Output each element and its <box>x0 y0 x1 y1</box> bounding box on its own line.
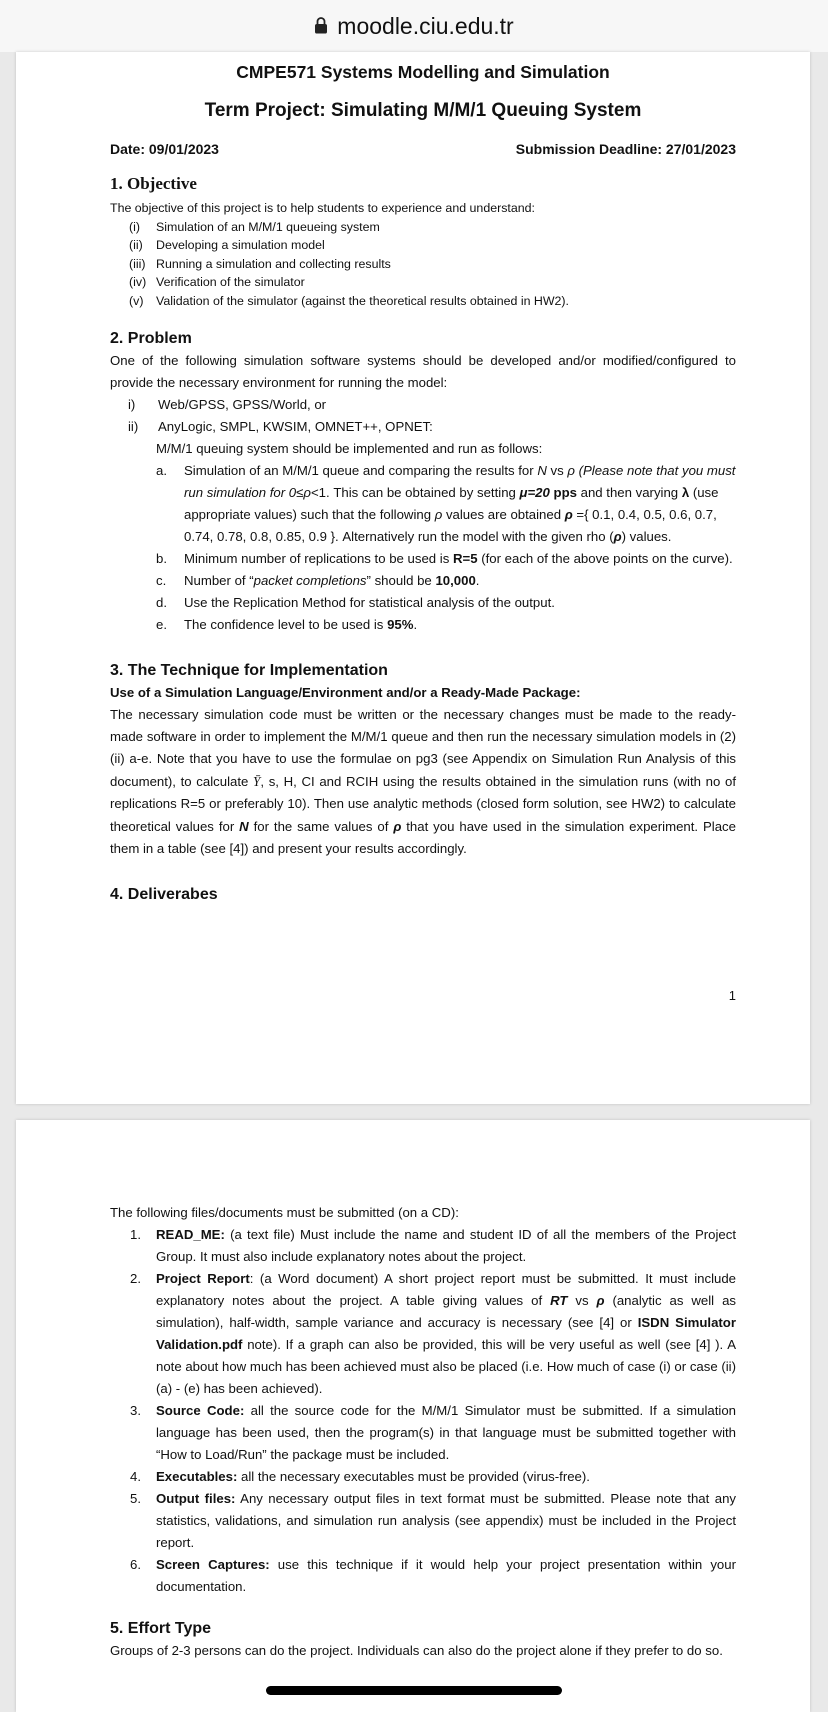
problem-heading: 2. Problem <box>110 329 192 347</box>
home-indicator[interactable] <box>266 1686 562 1695</box>
deliverables-intro: The following files/documents must be submitted (on a CD): <box>110 1205 459 1220</box>
list-item: 4. Executables: all the necessary executables must be provided (virus-free). <box>130 1469 590 1484</box>
technique-subheading: Use of a Simulation Language/Environment and/or a Ready-Made Package: <box>110 684 581 700</box>
date-row <box>110 138 736 160</box>
run-intro: M/M/1 queuing system should be implemented and run as follows: <box>156 440 543 456</box>
list-item: 1. READ_ME: (a text file) Must include the name and student ID of all the members of the Project Group. It must also include explanatory notes about the project. <box>130 1227 736 1264</box>
date: Date: 09/01/2023 <box>110 141 219 157</box>
list-item: a. Simulation of an M/M/1 queue and comparing the results for N vs ρ (Please note that you must run simulation for 0≤ρ<1. This can be obtained by setting μ=20 pps and then varying λ (use appropriate values) such that the following ρ values are obtained ρ ={ 0.1, 0.4, 0.5, 0.6, 0.7, 0.74, 0.78, 0.8, 0.85, 0.9 }. Alternatively run the model with the given rho (ρ) values. <box>156 462 736 544</box>
list-item: (iv) Verification of the simulator <box>129 275 305 290</box>
effort-paragraph: Groups of 2-3 persons can do the project. Individuals can also do the project alone if they prefer to do so. <box>110 1643 723 1658</box>
document-page-2 <box>16 1120 810 1712</box>
list-item: 2. Project Report: (a Word document) A short project report must be submitted. It must include explanatory notes about the project. A table giving values of RT vs ρ (analytic as well as simulation), half-width, sample variance and accuracy is necessary (see [4] or ISDN Simulator Validation.pdf note). If a graph can also be provided, this will be very useful as well (see [4] ). A note about how much has been achieved must also be placed (i.e. How much of case (i) or case (ii) (a) - (e) has been achieved). <box>130 1271 736 1396</box>
url-text: moodle.ciu.edu.tr <box>337 12 514 39</box>
project-title: Term Project: Simulating M/M/1 Queuing System <box>204 100 642 121</box>
list-item: b. Minimum number of replications to be used is R=5 (for each of the above points on the curve). <box>156 550 733 566</box>
list-item: 3. Source Code: all the source code for the M/M/1 Simulator must be submitted. If a simulation language has been used, then the program(s) in that language must be submitted together with “How to Load/Run” the package must be included. <box>130 1403 736 1462</box>
list-item: ii) AnyLogic, SMPL, KWSIM, OMNET++, OPNET: <box>128 418 433 434</box>
list-item: (ii) Developing a simulation model <box>129 238 325 253</box>
deliverables-heading: 4. Deliverabes <box>110 886 218 904</box>
list-item: c. Number of “packet completions” should be 10,000. <box>156 572 480 588</box>
list-item: (i) Simulation of an M/M/1 queueing system <box>129 219 380 234</box>
deliverables-list <box>130 1224 736 1598</box>
list-item: e. The confidence level to be used is 95%. <box>156 616 418 632</box>
course-title: CMPE571 Systems Modelling and Simulation <box>236 62 610 82</box>
document-page-1 <box>16 52 810 1104</box>
list-item: (v) Validation of the simulator (against the theoretical results obtained in HW2). <box>129 293 570 308</box>
list-item: 5. Output files: Any necessary output files in text format must be submitted. Please note that any statistics, validations, and simulation run analysis (see appendix) must be included in the Project report. <box>130 1491 736 1550</box>
list-item: i) Web/GPSS, GPSS/World, or <box>128 396 327 412</box>
lock-icon <box>314 16 328 34</box>
objective-list <box>129 218 736 311</box>
list-item: d. Use the Replication Method for statistical analysis of the output. <box>156 594 555 610</box>
technique-heading: 3. The Technique for Implementation <box>110 661 388 679</box>
effort-heading: 5. Effort Type <box>110 1620 212 1637</box>
objective-intro: The objective of this project is to help students to experience and understand: <box>110 201 535 215</box>
address-bar[interactable] <box>0 0 828 52</box>
objective-heading: 1. Objective <box>110 174 197 193</box>
technique-paragraph: The necessary simulation code must be written or the necessary changes must be made to the ready-made software in order to implement the M/M/1 queue and then run the necessary simulation models in (2)(ii) a-e. Note that you have to use the formulae on pg3 (see Appendix on Simulation Run Analysis of this document), to calculate Ȳ, s, H, CI and RCIH using the results obtained in the simulation runs (with no of replications R=5 or preferably 10). Then use analytic methods (closed form solution, see HW2) to calculate theoretical values for N for the same values of ρ that you have used in the simulation experiment. Place them in a table (see [4]) and present your results accordingly. <box>110 706 736 856</box>
deadline: Submission Deadline: 27/01/2023 <box>515 141 736 157</box>
page-number: 1 <box>728 988 736 1003</box>
problem-intro: One of the following simulation software systems should be developed and/or modified/configured to provide the necessary environment for running the model: <box>110 352 736 390</box>
list-item: 6. Screen Captures: use this technique if it would help your project presentation within your documentation. <box>130 1557 736 1594</box>
list-item: (iii) Running a simulation and collecting results <box>129 256 391 271</box>
